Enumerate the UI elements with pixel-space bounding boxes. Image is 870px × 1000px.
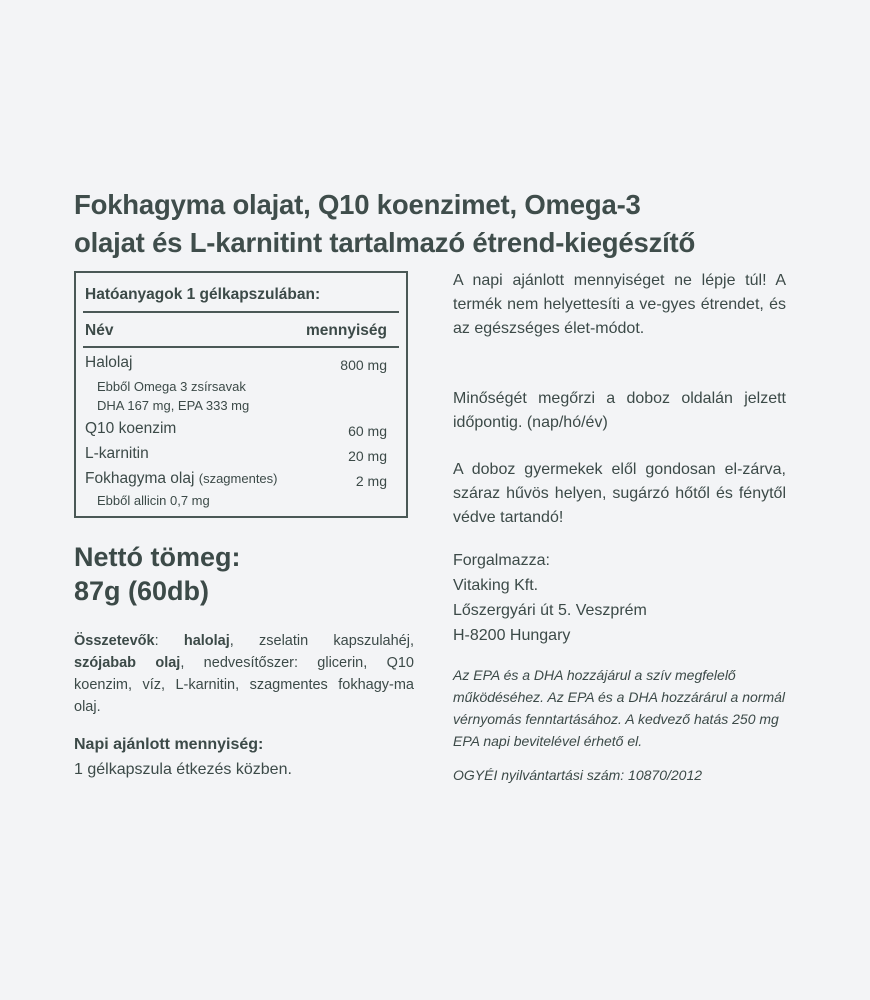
distributor-label: Forgalmazza: bbox=[453, 552, 550, 569]
ingredient-name: Halolaj bbox=[85, 354, 133, 371]
column-header-name: Név bbox=[85, 322, 114, 339]
registration-number: OGYÉI nyilvántartási szám: 10870/2012 bbox=[453, 767, 703, 783]
health-claim: Az EPA és a DHA hozzájárul a szív megfelelő működéséhez. Az EPA és a DHA hozzárárul a normál vérnyomás fenntartásához. A kedvező hatás 250 mg EPA napi bevitelével érhető el. bbox=[453, 667, 786, 749]
product-title-line-1: Fokhagyma olajat, Q10 koenzimet, Omega-3 bbox=[74, 189, 641, 220]
distributor-street: Lőszergyári út 5. Veszprém bbox=[453, 602, 647, 619]
distributor-company: Vitaking Kft. bbox=[453, 577, 539, 594]
distributor-block bbox=[453, 548, 647, 648]
daily-dose-label: Napi ajánlott mennyiség: bbox=[74, 736, 264, 753]
composition-label: Összetevők bbox=[74, 633, 155, 649]
storage-instructions: A doboz gyermekek elől gondosan el-zárva, száraz hűvös helyen, sugárzó hőtől és fénytől védve tartandó! bbox=[453, 461, 786, 526]
composition-text bbox=[74, 630, 414, 718]
ingredient-quantity: 20 mg bbox=[348, 448, 387, 464]
composition-part: , zselatin kapszulahéj, bbox=[229, 633, 414, 649]
ingredient-quantity: 2 mg bbox=[355, 473, 387, 489]
dosage-warning: A napi ajánlott mennyiséget ne lépje túl! A termék nem helyettesíti a ve-gyes étrendet, és az egészséges élet-módot. bbox=[453, 272, 786, 337]
best-before-note: Minőségét megőrzi a doboz oldalán jelzett időpontig. (nap/hó/év) bbox=[453, 390, 786, 431]
product-title bbox=[74, 186, 834, 262]
daily-dose-text: 1 gélkapszula étkezés közben. bbox=[74, 761, 292, 778]
ingredient-subnote: Ebből allicin 0,7 mg bbox=[97, 493, 210, 508]
column-header-quantity: mennyiség bbox=[306, 322, 387, 339]
net-weight-label: Nettó tömeg: bbox=[74, 542, 241, 572]
ingredient-subnote: Ebből Omega 3 zsírsavak bbox=[97, 379, 246, 394]
composition-colon: : bbox=[154, 633, 184, 649]
ingredient-subnote: DHA 167 mg, EPA 333 mg bbox=[97, 398, 250, 413]
ingredient-name: L-karnitin bbox=[85, 445, 149, 462]
composition-highlight: szójabab olaj bbox=[74, 655, 181, 671]
composition-part: , nedvesítőszer: glicerin, Q10 koenzim, víz, L-karnitin, szagmentes fokhagy-ma olaj. bbox=[74, 655, 414, 715]
ingredient-quantity: 60 mg bbox=[348, 423, 387, 439]
ingredient-name: Fokhagyma olaj bbox=[85, 470, 195, 487]
net-weight-value: 87g (60db) bbox=[74, 576, 210, 606]
net-weight bbox=[74, 540, 240, 608]
table-divider bbox=[83, 311, 399, 313]
active-ingredients-table bbox=[74, 271, 408, 518]
product-title-line-2: olajat és L-karnitint tartalmazó étrend-kiegészítő bbox=[74, 227, 696, 258]
ingredient-name: Q10 koenzim bbox=[85, 420, 177, 437]
ingredient-note: (szagmentes) bbox=[198, 471, 278, 486]
distributor-postal: H-8200 Hungary bbox=[453, 627, 571, 644]
ingredient-name-with-note bbox=[85, 470, 277, 488]
table-heading: Hatóanyagok 1 gélkapszulában: bbox=[85, 286, 321, 303]
composition-highlight: halolaj bbox=[183, 633, 230, 649]
ingredient-quantity: 800 mg bbox=[340, 357, 387, 373]
table-divider bbox=[83, 346, 399, 348]
